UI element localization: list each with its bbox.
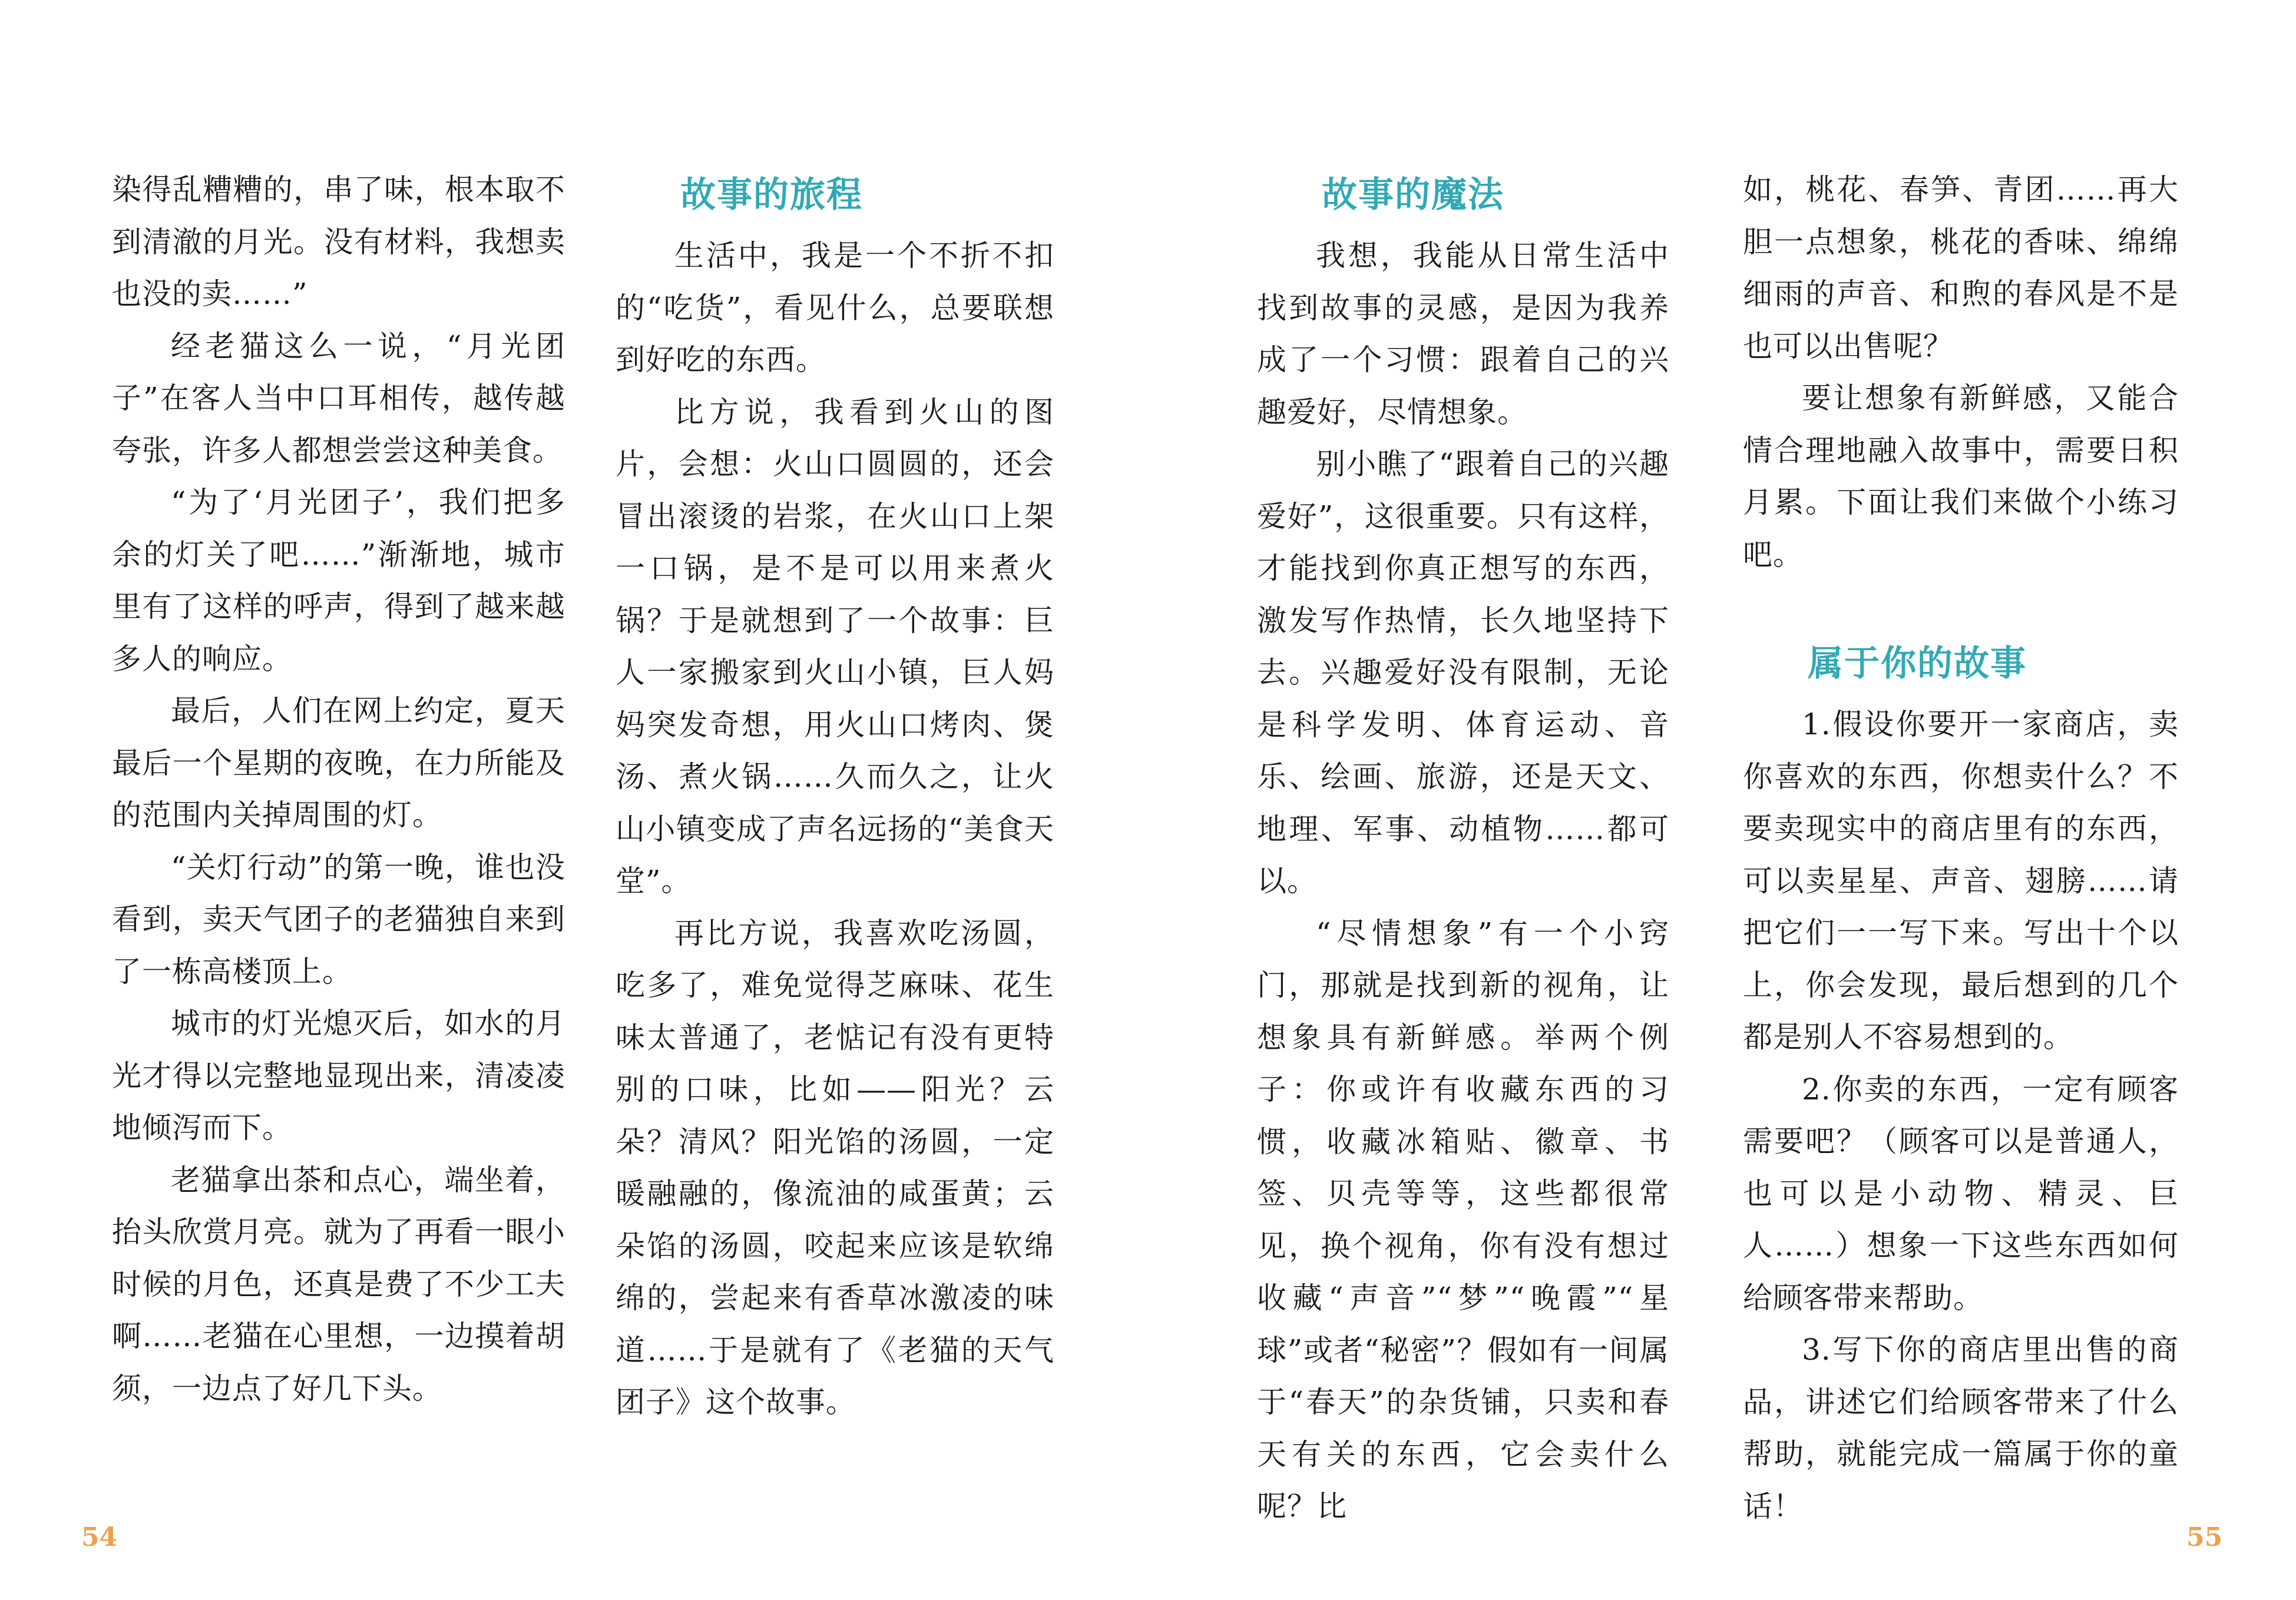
paragraph: “尽情想象”有一个小窍门，那就是找到新的视角，让想象具有新鲜感。举两个例子：你或许有收藏东西的习惯，收藏冰箱贴、徽章、书签、贝壳等等，这些都很常见，换个视角，你有没有想过收藏“声音”“梦”“晚霞”“星球”或者“秘密”？假如有一间属于“春天”的杂货铺，只卖和春天有关的东西，它会卖什么呢？比: [1257, 916, 1669, 1523]
page-number-left: 54: [81, 1522, 118, 1552]
paragraph: 1.假设你要开一家商店，卖你喜欢的东西，你想卖什么？不要卖现实中的商店里有的东西，可以卖星星、声音、翅膀……请把它们一一写下来。写出十个以上，你会发现，最后想到的几个都是别人不容易想到的。: [1743, 707, 2179, 1054]
paragraph: 再比方说，我喜欢吃汤圆，吃多了，难免觉得芝麻味、花生味太普通了，老惦记有没有更特别的口味，比如——阳光？云朵？清风？阳光馅的汤圆，一定暖融融的，像流油的咸蛋黄；云朵馅的汤圆，咬起来应该是软绵绵的，尝起来有香草冰激凌的味道……于是就有了《老猫的天气团子》这个故事。: [616, 916, 1054, 1419]
paragraph: 城市的灯光熄灭后，如水的月光才得以完整地显现出来，清凌凌地倾泻而下。: [112, 1006, 565, 1145]
right-page-column-2: [1743, 164, 2179, 1532]
paragraph: 如，桃花、春笋、青团……再大胆一点想象，桃花的香味、绵绵细雨的声音、和煦的春风是不是也可以出售呢？: [1743, 173, 2179, 363]
paragraph: 染得乱糟糟的，串了味，根本取不到清澈的月光。没有材料，我想卖也没的卖……”: [112, 173, 565, 311]
left-page-column-2: [616, 160, 1054, 1429]
paragraph: 我想，我能从日常生活中找到故事的灵感，是因为我养成了一个习惯：跟着自己的兴趣爱好，尽情想象。: [1257, 238, 1669, 429]
paragraph: 老猫拿出茶和点心，端坐着，抬头欣赏月亮。就为了再看一眼小时候的月色，还真是费了不少工夫啊……老猫在心里想，一边摸着胡须，一边点了好几下头。: [112, 1162, 565, 1406]
paragraph: 比方说，我看到火山的图片，会想：火山口圆圆的，还会冒出滚烫的岩浆，在火山口上架一口锅，是不是可以用来煮火锅？于是就想到了一个故事：巨人一家搬家到火山小镇，巨人妈妈突发奇想，用火山口烤肉、煲汤、煮火锅……久而久之，让火山小镇变成了声名远扬的“美食天堂”。: [616, 395, 1054, 898]
section-heading-journey: 故事的旅程: [680, 174, 863, 216]
right-page: [1148, 0, 2296, 1600]
paragraph: 要让想象有新鲜感，又能合情合理地融入故事中，需要日积月累。下面让我们来做个小练习吧。: [1743, 381, 2179, 572]
paragraph: 2.你卖的东西，一定有顾客需要吧？（顾客可以是普通人，也可以是小动物、精灵、巨人……）想象一下这些东西如何给顾客带来帮助。: [1743, 1072, 2179, 1315]
paragraph: “为了‘月光团子’，我们把多余的灯关了吧……”渐渐地，城市里有了这样的呼声，得到了越来越多人的响应。: [112, 485, 565, 676]
section-heading-magic: 故事的魔法: [1322, 174, 1504, 216]
paragraph: 别小瞧了“跟着自己的兴趣爱好”，这很重要。只有这样，才能找到你真正想写的东西，激发写作热情，长久地坚持下去。兴趣爱好没有限制，无论是科学发明、体育运动、音乐、绘画、旅游，还是天文、地理、军事、动植物……都可以。: [1257, 447, 1669, 898]
section-heading-your-story: 属于你的故事: [1808, 643, 2027, 684]
paragraph: “关灯行动”的第一晚，谁也没看到，卖天气团子的老猫独自来到了一栋高楼顶上。: [112, 850, 565, 989]
paragraph: 最后，人们在网上约定，夏天最后一个星期的夜晚，在力所能及的范围内关掉周围的灯。: [112, 694, 565, 832]
left-page-column-1: [112, 164, 565, 1415]
page-number-right: 55: [2186, 1522, 2223, 1552]
paragraph: 3.写下你的商店里出售的商品，讲述它们给顾客带来了什么帮助，就能完成一篇属于你的童话！: [1743, 1333, 2179, 1523]
paragraph: 生活中，我是一个不折不扣的“吃货”，看见什么，总要联想到好吃的东西。: [616, 238, 1054, 377]
paragraph: 经老猫这么一说，“月光团子”在客人当中口耳相传，越传越夸张，许多人都想尝尝这种美食。: [112, 329, 565, 468]
right-page-column-1: [1257, 160, 1669, 1533]
